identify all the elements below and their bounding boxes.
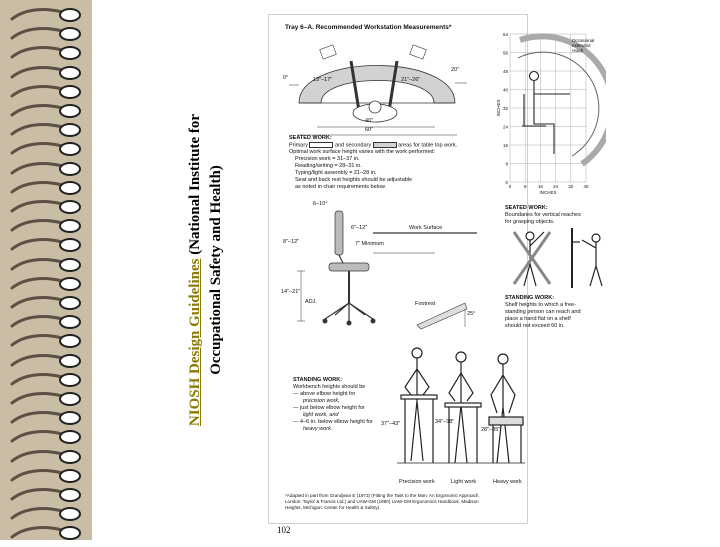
binding-ring (6, 198, 86, 216)
standing-reach-line4: should not exceed 60 in. (505, 323, 565, 329)
reach-xtick-label: 0 (508, 184, 512, 189)
footnote-line2: London: Taylor & Francis Ltd.) and UAW-GM (1990) UAW-GM Ergonomics Handbook. Madison (285, 499, 479, 504)
bench-dim-heavy: 28"–35" (481, 427, 501, 433)
reach-ytick-label: 8 (505, 161, 508, 167)
plan-outer-right: 20" (451, 67, 460, 73)
binding-ring (6, 390, 86, 408)
seated-line6: Seat and back rest heights should be adjustable (295, 177, 413, 183)
reach-xtick-label: 8 (523, 184, 527, 189)
seated-primary-line: Primary and secondary areas for table top work. (289, 142, 458, 149)
binding-ring (6, 140, 86, 158)
binding-ring (6, 313, 86, 331)
standing-line5: light work, and (303, 412, 339, 418)
seated-reach-line2: for grasping objects. (505, 219, 555, 225)
plan-view-diagram (279, 35, 469, 137)
reach-grid-chart (496, 30, 606, 200)
workbench-figures (397, 343, 525, 493)
binding-ring (6, 217, 86, 235)
plan-inner-left: 13"–17" (313, 77, 333, 83)
reach-xlabel: INCHES (539, 190, 557, 195)
reach-ytick-label: 48 (502, 69, 508, 74)
bench-dim-light: 34"–38" (435, 419, 455, 425)
binding-ring (6, 64, 86, 82)
seated-figure (522, 72, 570, 155)
seated-line2: Optimal work surface height varies with the work performed: (289, 149, 436, 155)
chair-dim-seat-back: 8"–12" (283, 239, 300, 245)
seated-line3: Precision work = 31–37 in. (295, 156, 360, 162)
seated-reach-line1: Boundaries for vertical reaches (505, 212, 581, 218)
binding-ring (6, 409, 86, 427)
standing-reach-line2: standing person can reach and (505, 309, 581, 315)
reach-ytick-label: 24 (502, 124, 508, 130)
bench-label-precision: Precision work (399, 479, 435, 485)
reach-annotation: Occasional extended reach (572, 38, 595, 53)
standing-reach-heading: STANDING WORK: (505, 295, 555, 301)
standing-line1: Workbench heights should be (293, 384, 366, 390)
binding-ring (6, 275, 86, 293)
footnote-line1: *Adapted in part from Grandjean E (1973) (Fitting the Task to the Man: An Ergonomic Approach. (285, 493, 480, 498)
standing-line7: heavy work. (303, 426, 333, 432)
bench-dim-precision: 37"–43" (381, 421, 401, 427)
chair-dim-back: 6"–12" (351, 225, 368, 231)
reach-ytick-label: 32 (502, 106, 508, 111)
reach-xtick-label: 16 (537, 184, 543, 189)
niosh-guidelines-link[interactable]: NIOSH Design Guidelines (187, 258, 203, 427)
reach-ytick-label: 40 (502, 87, 508, 93)
binding-ring (6, 102, 86, 120)
binding-ring (6, 83, 86, 101)
seated-line4: Reading/writing = 28–31 in. (295, 163, 362, 169)
footnote-line3: Heights, Michigan: Center for Health & Safety). (285, 505, 381, 510)
standing-line2: — above elbow height for (293, 391, 356, 397)
plan-inner-right: 21"–26" (401, 77, 421, 83)
plan-angle: 0° (283, 75, 289, 81)
chair-footrest: Footrest (415, 301, 436, 307)
reach-ylabel: INCHES (496, 99, 501, 117)
binding-ring (6, 44, 86, 62)
reach-xtick-label: 24 (553, 184, 559, 189)
binding-ring (6, 467, 86, 485)
bench-label-light: Light work (451, 479, 477, 485)
chair-dim-minimum: 7" Minimum (355, 241, 384, 247)
reach-xtick-label: 40 (583, 184, 589, 189)
title-rest: (National Institute for (187, 113, 203, 259)
binding-ring (6, 486, 86, 504)
chair-adj: ADJ. (305, 299, 317, 305)
reach-xtick-label: 32 (568, 184, 574, 189)
binding-ring (6, 448, 86, 466)
plan-width-outer: 60" (365, 127, 374, 133)
binding-ring (6, 332, 86, 350)
title-line2: Occupational Safety and Health) (208, 165, 224, 375)
doc-header: Tray 6–A. Recommended Workstation Measurements* (285, 24, 452, 31)
seated-line7: as noted in chair requirements below. (295, 184, 387, 190)
standing-line6: — 4–6 in. below elbow height for (293, 419, 373, 425)
reach-ytick-label: 16 (502, 143, 508, 148)
reach-ytick-label: 64 (502, 32, 508, 37)
binding-ring (6, 6, 86, 24)
secondary-area-swatch (373, 142, 397, 148)
slide-title (92, 0, 262, 540)
chair-dim-height: 14"–21" (281, 289, 301, 295)
standing-line4: — just below elbow height for (293, 405, 365, 411)
seated-reach-heading: SEATED WORK: (505, 205, 548, 211)
binding-ring (6, 505, 86, 523)
seated-line5: Typing/light assembly = 21–28 in. (295, 170, 377, 176)
binding-ring (6, 25, 86, 43)
reach-ytick-label: 0 (505, 180, 508, 185)
binding-ring (6, 160, 86, 178)
bench-label-heavy: Heavy work (493, 479, 522, 485)
binding-ring (6, 179, 86, 197)
binding-ring (6, 428, 86, 446)
seated-heading: SEATED WORK: (289, 135, 332, 141)
binding-ring (6, 256, 86, 274)
normal-reach-arc (518, 52, 599, 156)
standing-reach-line1: Shelf heights to which a free- (505, 302, 576, 308)
chair-angle-top: 6–10° (313, 201, 328, 207)
binding-ring (6, 371, 86, 389)
page-number: 102 (277, 525, 291, 535)
title-band (92, 0, 262, 540)
standing-heading: STANDING WORK: (293, 377, 343, 383)
chair-work-surface: Work Surface (409, 225, 443, 231)
standing-line3: precision work, (303, 398, 340, 404)
chair-angle-foot: 25° (467, 311, 476, 317)
primary-area-swatch (309, 142, 333, 148)
reach-ytick-label: 56 (502, 50, 508, 56)
standing-reach-line3: place a hand flat on a shelf (505, 316, 571, 322)
binding-ring (6, 352, 86, 370)
binding-ring (6, 121, 86, 139)
spiral-binding (0, 0, 92, 540)
plan-width-inner: 40" (365, 118, 374, 124)
binding-ring (6, 294, 86, 312)
binding-ring (6, 236, 86, 254)
shelf-reach-drawing (510, 226, 620, 288)
chair-diagram (277, 193, 477, 333)
